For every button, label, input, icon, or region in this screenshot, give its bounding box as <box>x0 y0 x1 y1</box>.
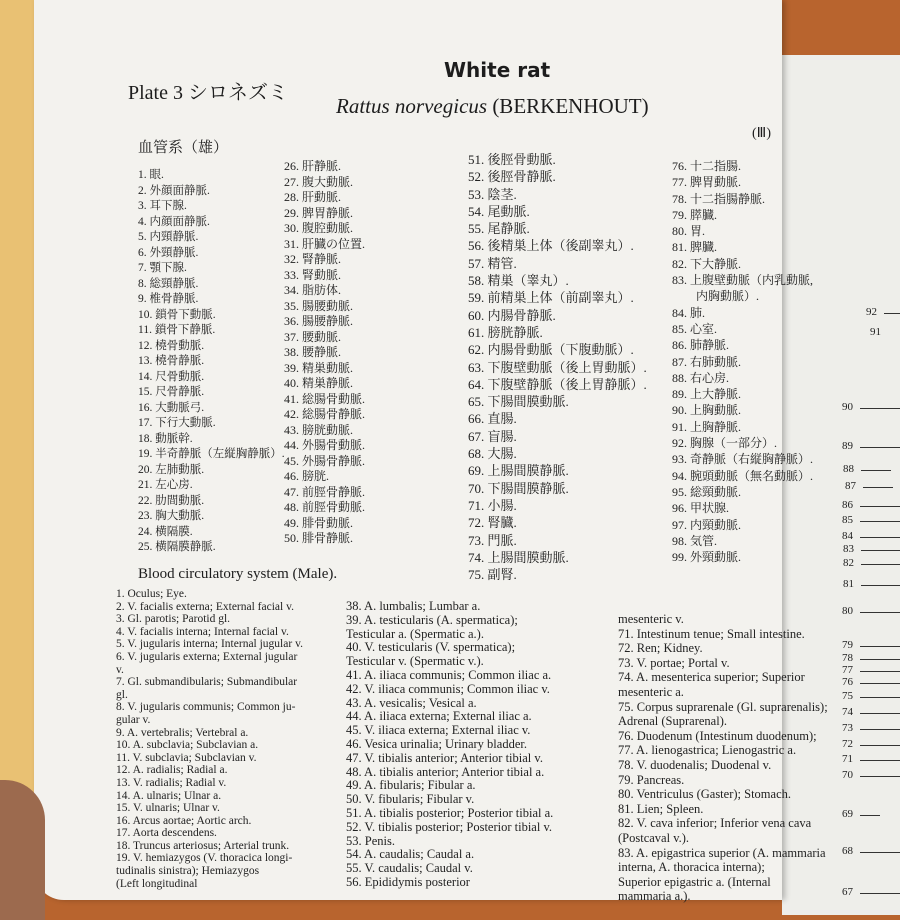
jp-legend-column-3 <box>468 151 647 583</box>
legend-entry: 50. 腓骨静脈. <box>284 531 354 545</box>
legend-entry: 53. 陰茎. <box>468 186 517 202</box>
legend-entry: 13. 橈骨静脈. <box>138 355 205 367</box>
leader-line <box>860 659 900 660</box>
legend-entry: 9. A. vertebralis; Vertebral a. <box>116 726 249 739</box>
legend-entry: 52. V. tibialis posterior; Posterior tibial v. <box>346 819 553 834</box>
legend-entry: 55. V. caudalis; Caudal v. <box>346 861 473 876</box>
legend-entry: 内胸動脈）. <box>672 289 760 304</box>
legend-entry: 39. A. testicularis (A. spermatica); <box>346 612 518 627</box>
figure-label: 82 <box>843 557 854 569</box>
leader-line <box>860 697 900 698</box>
leader-line <box>860 815 880 816</box>
legend-entry: 80. 胃. <box>672 224 706 239</box>
figure-label: 86 <box>842 499 853 511</box>
legend-entry: (Left longitudinal <box>116 877 198 890</box>
legend-entry: 96. 甲状腺. <box>672 501 730 516</box>
legend-entry: 54. A. caudalis; Caudal a. <box>346 847 475 862</box>
legend-entry: 40. 精巣静脈. <box>284 376 354 390</box>
legend-entry: 75. 副腎. <box>468 567 517 583</box>
legend-entry: 19. V. hemiazygos (V. thoracica longi- <box>116 852 293 865</box>
legend-entry: 13. V. radialis; Radial v. <box>116 776 227 789</box>
legend-entry: 84. 肺. <box>672 305 706 320</box>
legend-entry: 97. 内頸動脈. <box>672 517 742 532</box>
legend-entry: Superior epigastric a. (Internal <box>618 874 771 889</box>
legend-entry: 73. V. portae; Portal v. <box>618 655 730 670</box>
scientific-name <box>336 94 649 119</box>
legend-entry: 29. 脾胃静脈. <box>284 205 354 220</box>
legend-entry: 43. A. vesicalis; Vesical a. <box>346 695 477 710</box>
figure-label: 68 <box>842 845 853 857</box>
legend-entry: 79. Pancreas. <box>618 772 685 787</box>
legend-entry: 94. 腕頭動脈（無名動脈）. <box>672 468 814 483</box>
legend-entry: 64. 下腹壁静脈（後上胃静脈）. <box>468 376 647 392</box>
figure-label: 83 <box>843 543 854 555</box>
legend-entry: 16. 大動脈弓. <box>138 401 205 414</box>
legend-entry: 73. 門脈. <box>468 532 517 548</box>
legend-entry: 12. 橈骨動脈. <box>138 339 205 352</box>
legend-entry: 61. 膀胱静脈. <box>468 324 543 340</box>
figure-label: 72 <box>842 738 853 750</box>
legend-entry: 68. 大腸. <box>468 446 517 462</box>
legend-entry: 67. 盲腸. <box>468 428 517 444</box>
legend-entry: 41. A. iliaca communis; Common iliac a. <box>346 667 552 682</box>
legend-entry: 2. 外顔面静脈. <box>138 184 210 197</box>
legend-entry: 36. 腸腰静脈. <box>284 314 354 328</box>
legend-entry: 47. V. tibialis anterior; Anterior tibial v. <box>346 750 543 765</box>
legend-entry: 5. 内頸静脈. <box>138 231 199 243</box>
legend-entry: 19. 半奇静脈（左縦胸静脈）. <box>138 448 285 460</box>
legend-entry: 5. V. jugularis interna; Internal jugular v. <box>116 638 303 651</box>
legend-entry: Testicular v. (Spermatic v.). <box>346 654 484 669</box>
legend-entry: 62. 内腸骨動脈（下腹動脈）. <box>468 342 634 358</box>
legend-entry: 53. Penis. <box>346 833 395 848</box>
legend-entry: gular v. <box>116 713 151 726</box>
legend-entry: 87. 右肺動脈. <box>672 354 742 369</box>
legend-entry: 16. Arcus aortae; Aortic arch. <box>116 814 252 827</box>
english-section-heading: Blood circulatory system (Male). <box>138 566 338 582</box>
legend-entry: 85. 心室. <box>672 321 718 336</box>
figure-label: 73 <box>842 722 853 734</box>
legend-entry: 6. 外頸静脈. <box>138 246 199 259</box>
leader-line <box>860 612 900 613</box>
legend-entry: 6. V. jugularis externa; External jugular <box>116 650 298 663</box>
leader-line <box>860 745 900 746</box>
leader-line <box>860 852 900 853</box>
legend-entry: 88. 右心房. <box>672 370 730 385</box>
legend-entry: 43. 膀胱動脈. <box>284 422 354 437</box>
leader-line <box>860 893 900 894</box>
legend-entry: 49. 腓骨動脈. <box>284 515 354 530</box>
leader-line <box>860 646 900 647</box>
figure-label: 81 <box>843 578 854 590</box>
legend-entry: 38. 腰静脈. <box>284 345 342 359</box>
legend-entry: 65. 下腸間膜動脈. <box>468 394 569 410</box>
leader-line <box>860 521 900 522</box>
english-title: White rat <box>444 58 551 82</box>
en-legend-column-1 <box>116 588 303 890</box>
legend-entry: 15. 尺骨静脈. <box>138 386 205 398</box>
legend-entry: 44. A. iliaca externa; External iliac a. <box>346 709 532 724</box>
figure-label: 84 <box>842 530 853 542</box>
leader-line <box>884 313 900 314</box>
legend-entry: 12. A. radialis; Radial a. <box>116 764 228 777</box>
legend-entry: 47. 前脛骨静脈. <box>284 484 366 499</box>
legend-entry: 4. V. facialis interna; Internal facial v. <box>116 625 289 638</box>
legend-entry: 17. Aorta descendens. <box>116 827 217 840</box>
legend-entry: 10. 鎖骨下動脈. <box>138 308 216 321</box>
legend-entry: 57. 精管. <box>468 255 517 271</box>
legend-entry: 81. Lien; Spleen. <box>618 801 704 816</box>
leader-line <box>861 550 900 551</box>
legend-entry: 54. 尾動脈. <box>468 203 530 219</box>
legend-entry: gl. <box>116 688 128 701</box>
legend-entry: 99. 外頸動脈. <box>672 550 742 565</box>
legend-entry: 18. 動脈幹. <box>138 432 193 445</box>
legend-entry: 74. 上腸間膜動脈. <box>468 549 569 565</box>
legend-entry: 27. 腹大動脈. <box>284 174 354 189</box>
legend-entry: 1. 眼. <box>138 169 164 181</box>
figure-label: 92 <box>866 306 877 318</box>
legend-entry: 30. 腹腔動脈. <box>284 221 354 235</box>
legend-entry: (Postcaval v.). <box>618 830 690 845</box>
jp-legend-column-2 <box>284 159 365 547</box>
legend-entry: 7. Gl. submandibularis; Submandibular <box>116 676 298 689</box>
legend-entry: 91. 上胸静脈. <box>672 419 742 434</box>
figure-label: 70 <box>842 769 853 781</box>
legend-entry: 1. Oculus; Eye. <box>116 588 187 600</box>
legend-entry: 11. V. subclavia; Subclavian v. <box>116 751 257 764</box>
legend-entry: 8. V. jugularis communis; Common ju- <box>116 701 296 714</box>
legend-entry: 40. V. testicularis (V. spermatica); <box>346 640 516 655</box>
leader-line <box>861 470 891 471</box>
legend-entry: 8. 総頸静脈. <box>138 277 199 290</box>
legend-entry: 80. Ventriculus (Gaster); Stomach. <box>618 787 791 802</box>
legend-entry: 51. A. tibialis posterior; Posterior tibial a. <box>346 805 554 820</box>
legend-entry: 72. Ren; Kidney. <box>618 641 703 656</box>
legend-entry: 24. 横隔膜. <box>138 525 193 538</box>
figure-label: 75 <box>842 690 853 702</box>
legend-entry: 79. 膵臓. <box>672 207 718 222</box>
figure-label: 91 <box>870 326 881 338</box>
legend-entry: 69. 上腸間膜静脈. <box>468 463 569 479</box>
legend-entry: 15. V. ulnaris; Ulnar v. <box>116 802 220 815</box>
roman-numeral: (Ⅲ) <box>752 126 771 141</box>
legend-entry: 51. 後脛骨動脈. <box>468 152 556 167</box>
legend-entry: 14. 尺骨動脈. <box>138 370 205 383</box>
legend-entry: 93. 奇静脈（右縦胸静脈）. <box>672 452 814 467</box>
legend-entry: 22. 肋間動脈. <box>138 494 205 507</box>
figure-label: 80 <box>842 605 853 617</box>
legend-entry: 45. 外腸骨静脈. <box>284 453 366 468</box>
legend-entry: 35. 腸腰動脈. <box>284 298 354 313</box>
legend-entry: 95. 総頸動脈. <box>672 484 742 499</box>
legend-entry: 82. V. cava inferior; Inferior vena cava <box>618 816 812 831</box>
scientific-author: (BERKENHOUT) <box>492 94 649 118</box>
legend-entry: mammaria a.). <box>618 889 691 904</box>
legend-entry: 77. A. lienogastrica; Lienogastric a. <box>618 743 797 758</box>
legend-entry: 46. Vesica urinalia; Urinary bladder. <box>346 736 527 751</box>
leader-line <box>860 408 900 409</box>
legend-entry: 76. Duodenum (Intestinum duodenum); <box>618 728 817 743</box>
legend-entry: 90. 上胸動脈. <box>672 403 742 418</box>
legend-entry: tudinalis sinistra); Hemiazygos <box>116 865 260 878</box>
legend-entry: 66. 直腸. <box>468 411 517 427</box>
legend-entry: 58. 精巣（睾丸）. <box>468 273 569 289</box>
scientific-name-italic: Rattus norvegicus <box>336 94 488 118</box>
legend-entry: 42. 総腸骨静脈. <box>284 407 366 421</box>
legend-entry: 49. A. fibularis; Fibular a. <box>346 778 476 793</box>
legend-entry: 74. A. mesenterica superior; Superior <box>618 670 805 685</box>
legend-entry: 78. V. duodenalis; Duodenal v. <box>618 757 772 772</box>
leader-line <box>860 671 900 672</box>
legend-entry: 71. Intestinum tenue; Small intestine. <box>618 626 805 641</box>
figure-label: 77 <box>842 664 853 676</box>
legend-entry: mesenteric v. <box>618 612 684 626</box>
legend-entry: 60. 内腸骨静脈. <box>468 307 556 323</box>
legend-entry: 72. 腎臓. <box>468 515 517 531</box>
legend-entry: 33. 腎動脈. <box>284 267 342 282</box>
legend-entry: 98. 気管. <box>672 533 718 548</box>
legend-entry: 44. 外腸骨動脈. <box>284 438 366 452</box>
legend-entry: 71. 小腸. <box>468 497 517 513</box>
legend-entry: 7. 顎下腺. <box>138 262 187 274</box>
legend-entry: 23. 胸大動脈. <box>138 510 205 522</box>
leader-line <box>860 683 900 684</box>
legend-entry: 42. V. iliaca communis; Common iliac v. <box>346 681 550 696</box>
legend-entry: 55. 尾静脈. <box>468 221 530 237</box>
legend-entry: 39. 精巣動脈. <box>284 360 354 375</box>
legend-entry: 14. A. ulnaris; Ulnar a. <box>116 789 222 802</box>
figure-label: 90 <box>842 401 853 413</box>
figure-label: 88 <box>843 463 854 475</box>
legend-entry: 89. 上大静脈. <box>672 387 742 402</box>
leader-line <box>860 713 900 714</box>
leader-line <box>860 760 900 761</box>
legend-entry: interna, A. thoracica interna); <box>618 860 765 875</box>
legend-entry: 18. Truncus arteriosus; Arterial trunk. <box>116 839 290 852</box>
legend-entry: 86. 肺静脈. <box>672 338 730 353</box>
legend-entry: 3. 耳下腺. <box>138 200 187 212</box>
figure-label: 89 <box>842 440 853 452</box>
legend-entry: 37. 腰動脈. <box>284 329 342 344</box>
en-legend-column-2 <box>346 600 553 890</box>
legend-entry: 83. 上腹壁動脈（内乳動脈, <box>672 273 814 288</box>
legend-entry: 46. 膀胱. <box>284 469 330 483</box>
legend-entry: 81. 脾臓. <box>672 240 718 255</box>
legend-entry: 41. 総腸骨動脈. <box>284 391 366 406</box>
figure-label: 67 <box>842 886 853 898</box>
legend-entry: 59. 前精巣上体（前副睾丸）. <box>468 290 634 306</box>
legend-entry: 11. 鎖骨下静脈. <box>138 324 216 336</box>
en-legend-column-3 <box>618 612 828 904</box>
leader-line <box>860 537 900 538</box>
figure-label: 74 <box>842 706 853 718</box>
legend-entry: 45. V. iliaca externa; External iliac v. <box>346 723 531 738</box>
legend-entry: 25. 横隔膜静脈. <box>138 541 216 553</box>
legend-entry: 82. 下大静脈. <box>672 256 742 271</box>
figure-label: 78 <box>842 652 853 664</box>
legend-entry: 3. Gl. parotis; Parotid gl. <box>116 613 231 626</box>
legend-entry: 75. Corpus suprarenale (Gl. suprarenalis); <box>618 699 828 714</box>
legend-entry: 77. 脾胃動脈. <box>672 175 742 190</box>
leader-line <box>860 729 900 730</box>
legend-entry: 56. Epididymis posterior <box>346 874 470 889</box>
figure-label: 85 <box>842 514 853 526</box>
figure-label: 79 <box>842 639 853 651</box>
legend-entry: 9. 椎骨静脈. <box>138 293 199 305</box>
legend-entry: Testicular a. (Spermatic a.). <box>346 626 484 641</box>
leader-line <box>860 447 900 448</box>
leader-line <box>860 776 900 777</box>
legend-entry: 34. 脂肪体. <box>284 283 342 297</box>
legend-entry: v. <box>116 663 124 676</box>
legend-entry: 2. V. facialis externa; External facial v. <box>116 600 294 613</box>
leader-line <box>860 506 900 507</box>
figure-label: 76 <box>842 676 853 688</box>
thumb <box>0 780 45 920</box>
legend-entry: 50. V. fibularis; Fibular v. <box>346 792 475 807</box>
legend-entry: 76. 十二指腸. <box>672 159 742 173</box>
legend-entry: 38. A. lumbalis; Lumbar a. <box>346 599 481 613</box>
leader-line <box>861 564 900 565</box>
legend-entry: 83. A. epigastrica superior (A. mammaria <box>618 845 826 860</box>
figure-label: 69 <box>842 808 853 820</box>
legend-entry: 56. 後精巣上体（後副睾丸）. <box>468 238 634 254</box>
legend-entry: 78. 十二指腸静脈. <box>672 191 766 206</box>
legend-entry: mesenteric a. <box>618 684 684 699</box>
plate-title: Plate 3 シロネズミ <box>128 82 288 104</box>
legend-entry: 52. 後脛骨静脈. <box>468 169 556 185</box>
legend-entry: 17. 下行大動脈. <box>138 417 216 429</box>
japanese-section-heading: 血管系（雄） <box>138 140 229 156</box>
jp-legend-column-4 <box>672 158 813 565</box>
leader-line <box>861 585 900 586</box>
legend-entry: 70. 下腸間膜静脈. <box>468 480 569 496</box>
legend-entry: 10. A. subclavia; Subclavian a. <box>116 739 259 752</box>
legend-entry: 28. 肝動脈. <box>284 190 342 204</box>
legend-entry: 31. 肝臓の位置. <box>284 236 366 251</box>
leader-line <box>863 487 893 488</box>
legend-entry: 21. 左心房. <box>138 479 193 491</box>
figure-label: 71 <box>842 753 853 765</box>
legend-entry: 48. 前脛骨動脈. <box>284 500 366 514</box>
legend-entry: 20. 左肺動脈. <box>138 463 205 476</box>
legend-entry: 26. 肝静脈. <box>284 159 342 173</box>
jp-legend-column-1 <box>138 168 285 556</box>
legend-entry: 63. 下腹壁動脈（後上胃動脈）. <box>468 359 647 375</box>
legend-entry: 4. 内顔面静脈. <box>138 215 210 228</box>
legend-entry: Adrenal (Suprarenal). <box>618 714 727 729</box>
legend-entry: 48. A. tibialis anterior; Anterior tibial a. <box>346 764 545 779</box>
legend-entry: 92. 胸腺（一部分）. <box>672 436 778 451</box>
legend-entry: 32. 腎静脈. <box>284 252 342 266</box>
figure-label: 87 <box>845 480 856 492</box>
